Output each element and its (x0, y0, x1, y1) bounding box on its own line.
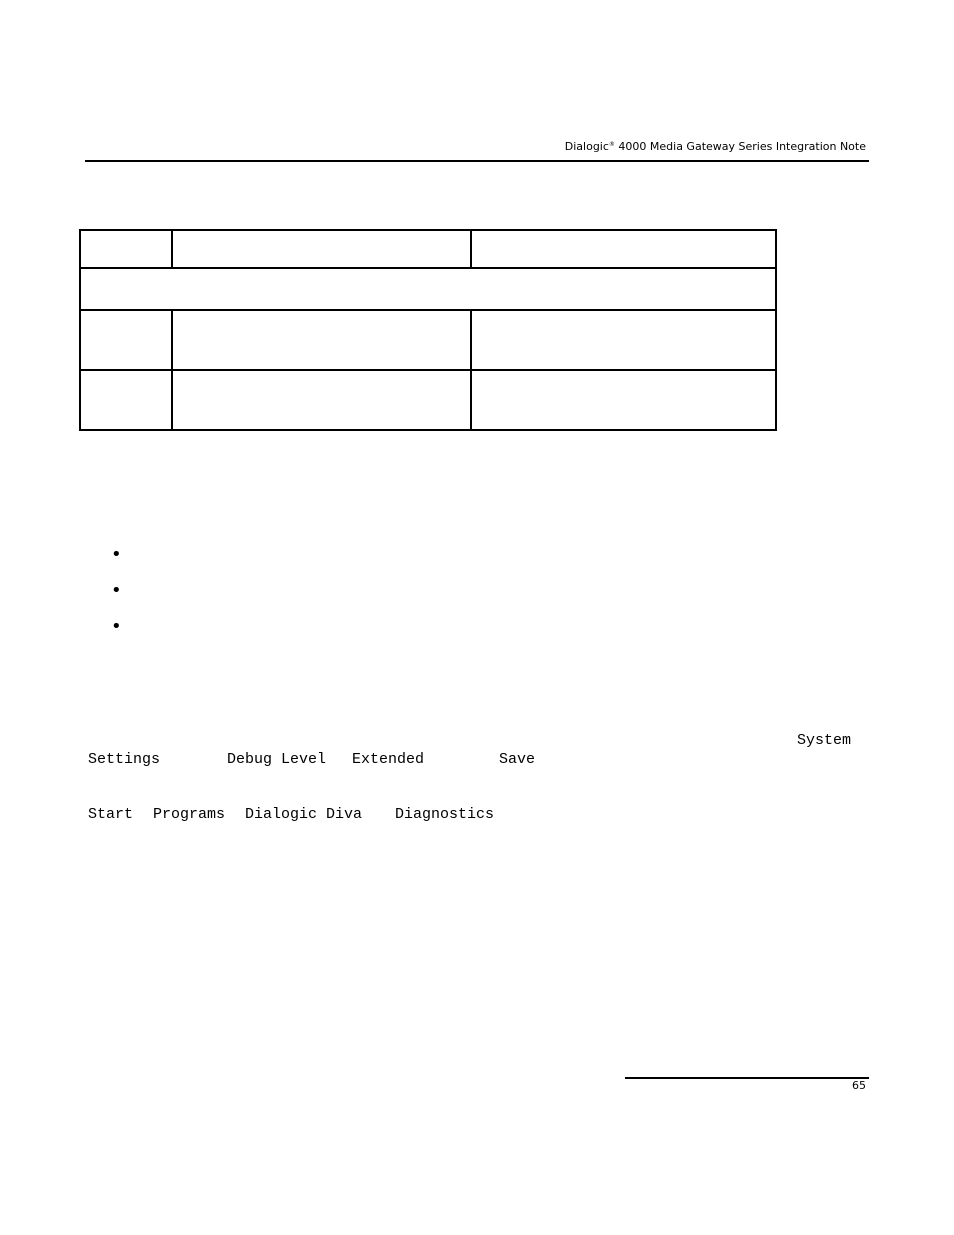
table-span-row (80, 268, 776, 310)
header-title-text: 4000 Media Gateway Series Integration Note (614, 140, 866, 153)
term-start: Start (88, 806, 134, 823)
term-settings: Settings (88, 751, 161, 768)
header-brand: Dialogic (564, 140, 609, 153)
table-cell (172, 230, 471, 268)
registered-mark: ® (608, 141, 615, 148)
term-save: Save (499, 751, 536, 768)
term-diagnostics: Diagnostics (395, 806, 495, 823)
list-item: • (111, 580, 122, 601)
list-item: • (111, 544, 122, 565)
page-number: 65 (852, 1079, 866, 1092)
table-cell (172, 310, 471, 370)
term-extended: Extended (352, 751, 425, 768)
term-dialogic-diva: Dialogic Diva (245, 806, 363, 823)
table-header-row (80, 230, 776, 268)
term-programs: Programs (153, 806, 226, 823)
table-cell (172, 370, 471, 430)
table-cell (471, 230, 776, 268)
table-cell (80, 268, 776, 310)
table-row (80, 310, 776, 370)
bullet-list (111, 544, 122, 652)
table-cell (80, 370, 172, 430)
table-cell (80, 310, 172, 370)
table-cell (80, 230, 172, 268)
table-row (80, 370, 776, 430)
list-item: • (111, 616, 122, 637)
table-cell (471, 370, 776, 430)
running-header (565, 140, 866, 153)
table-cell (471, 310, 776, 370)
footer-rule (625, 1077, 869, 1079)
data-table (79, 229, 777, 431)
term-debug-level: Debug Level (227, 751, 327, 768)
term-system: System (797, 732, 852, 749)
header-rule (85, 160, 869, 162)
